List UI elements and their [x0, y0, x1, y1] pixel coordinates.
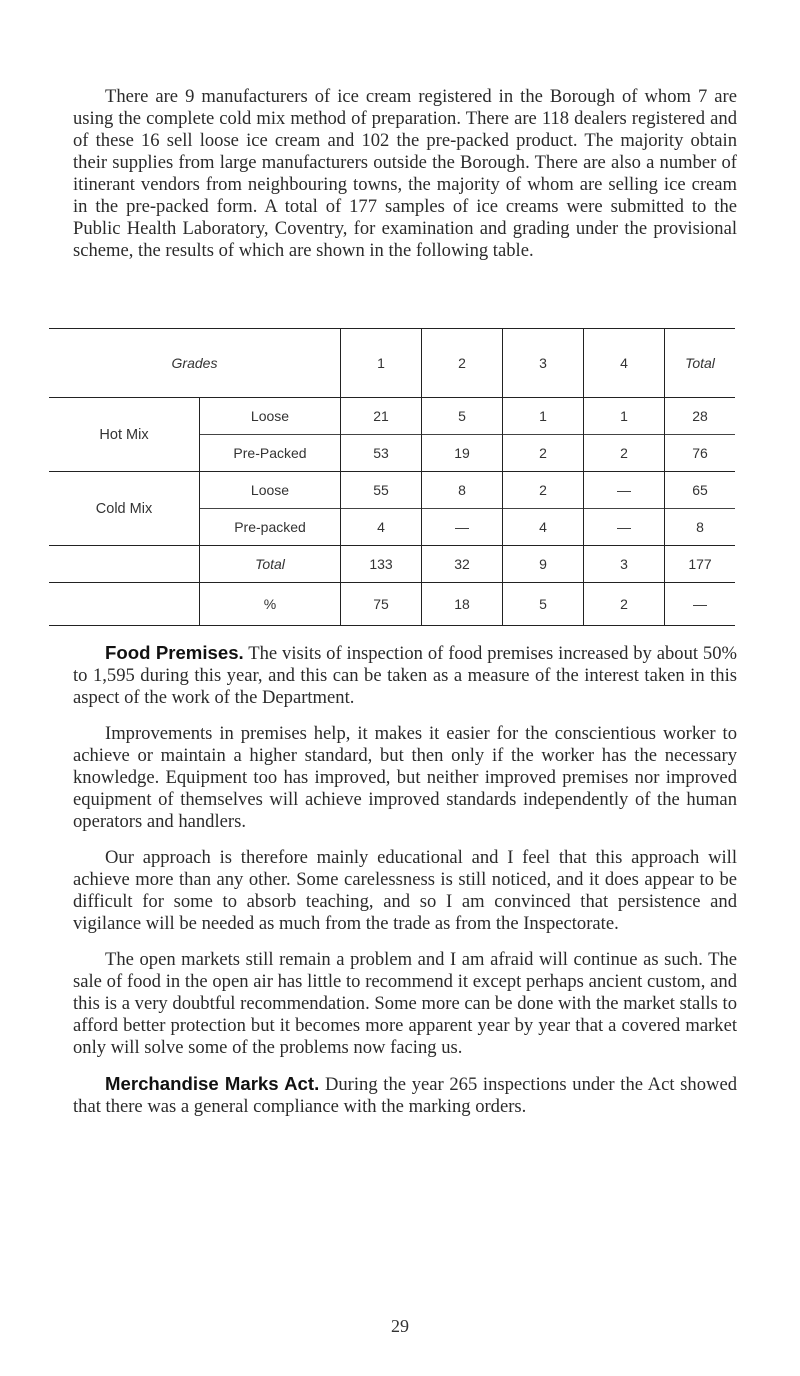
percent-row-label: %	[200, 583, 341, 626]
table-header-row	[49, 329, 735, 398]
hot-mix-loose-grade-3: 1	[503, 398, 584, 435]
cold-mix-prepacked-grade-1: 4	[341, 509, 422, 546]
hot-mix-loose-grade-2: 5	[422, 398, 503, 435]
document-page	[73, 86, 737, 1118]
hot-mix-prepacked-grade-4: 2	[584, 435, 665, 472]
food-premises-heading: Food Premises.	[105, 642, 244, 663]
cold-mix-loose-grade-4: —	[584, 472, 665, 509]
cold-mix-loose-total: 65	[665, 472, 736, 509]
total-all: 177	[665, 546, 736, 583]
percent-grade-4: 2	[584, 583, 665, 626]
merchandise-paragraph	[73, 1073, 737, 1118]
food-premises-paragraph	[73, 642, 737, 709]
cold-mix-loose-label: Loose	[200, 472, 341, 509]
hot-mix-loose-grade-1: 21	[341, 398, 422, 435]
header-grades: Grades	[49, 329, 341, 398]
merchandise-heading: Merchandise Marks Act.	[105, 1073, 320, 1094]
hot-mix-loose-total: 28	[665, 398, 736, 435]
header-grade-2: 2	[422, 329, 503, 398]
header-grade-3: 3	[503, 329, 584, 398]
cold-mix-loose-grade-3: 2	[503, 472, 584, 509]
cold-mix-prepacked-grade-2: —	[422, 509, 503, 546]
total-grade-2: 32	[422, 546, 503, 583]
hot-mix-loose-grade-4: 1	[584, 398, 665, 435]
total-row-label: Total	[200, 546, 341, 583]
total-grade-4: 3	[584, 546, 665, 583]
percent-grade-2: 18	[422, 583, 503, 626]
markets-paragraph: The open markets still remain a problem and I am afraid will continue as such. The sale of food in the open air has little to recommend it except perhaps ancient custom, and this is a very doubtful recommendation. Some more can be done with the market stalls to afford better protection but it becomes more apparent year by year that a covered market only will solve some of the problems now facing us.	[73, 949, 737, 1058]
total-grade-1: 133	[341, 546, 422, 583]
intro-paragraph: There are 9 manufacturers of ice cream registered in the Borough of whom 7 are using the complete cold mix method of preparation. There are 118 dealers registered and of these 16 sell loose ice cream and 102 the pre-packed product. The majority obtain their supplies from large manufacturers outside the Borough. There are also a number of itinerant vendors from neighbouring towns, the majority of whom are selling ice cream in the pre-packed form. A total of 177 samples of ice creams were submitted to the Public Health Laboratory, Coventry, for examination and grading under the provisional scheme, the results of which are shown in the following table.	[73, 86, 737, 261]
hot-mix-prepacked-label: Pre-Packed	[200, 435, 341, 472]
table-row	[49, 583, 735, 626]
cold-mix-loose-grade-1: 55	[341, 472, 422, 509]
hot-mix-label: Hot Mix	[49, 398, 200, 472]
table-row	[49, 472, 735, 509]
header-total: Total	[665, 329, 736, 398]
hot-mix-prepacked-grade-1: 53	[341, 435, 422, 472]
percent-row-spacer	[49, 583, 200, 626]
merchandise-text: During the year 265 inspections under the Act showed that there was a general compliance with the marking orders.	[73, 1074, 737, 1117]
cold-mix-label: Cold Mix	[49, 472, 200, 546]
percent-grade-3: 5	[503, 583, 584, 626]
percent-total: —	[665, 583, 736, 626]
total-grade-3: 9	[503, 546, 584, 583]
hot-mix-loose-label: Loose	[200, 398, 341, 435]
hot-mix-prepacked-total: 76	[665, 435, 736, 472]
approach-paragraph: Our approach is therefore mainly educational and I feel that this approach will achieve more than any other. Some carelessness is still noticed, and it does appear to be difficult for some to absorb teaching, and so I am convinced that persistence and vigilance will be needed as much from the trade as from the Inspectorate.	[73, 847, 737, 934]
cold-mix-prepacked-grade-4: —	[584, 509, 665, 546]
total-row-spacer	[49, 546, 200, 583]
header-grade-1: 1	[341, 329, 422, 398]
hot-mix-prepacked-grade-2: 19	[422, 435, 503, 472]
percent-grade-1: 75	[341, 583, 422, 626]
cold-mix-prepacked-label: Pre-packed	[200, 509, 341, 546]
cold-mix-loose-grade-2: 8	[422, 472, 503, 509]
hot-mix-prepacked-grade-3: 2	[503, 435, 584, 472]
cold-mix-prepacked-grade-3: 4	[503, 509, 584, 546]
improvements-paragraph: Improvements in premises help, it makes it easier for the conscientious worker to achieve or maintain a higher standard, but then only if the worker has the necessary knowledge. Equipment too has improved, but neither improved premises nor improved equipment of themselves will achieve improved standards independently of the human operators and handlers.	[73, 723, 737, 832]
food-premises-text: The visits of inspection of food premises increased by about 50% to 1,595 during this year, and this can be taken as a measure of the interest taken in this aspect of the work of the Department.	[73, 643, 737, 708]
table-row	[49, 546, 735, 583]
ice-cream-grades-table	[49, 328, 735, 626]
page-number: 29	[391, 1316, 409, 1336]
table-row	[49, 398, 735, 435]
cold-mix-prepacked-total: 8	[665, 509, 736, 546]
header-grade-4: 4	[584, 329, 665, 398]
